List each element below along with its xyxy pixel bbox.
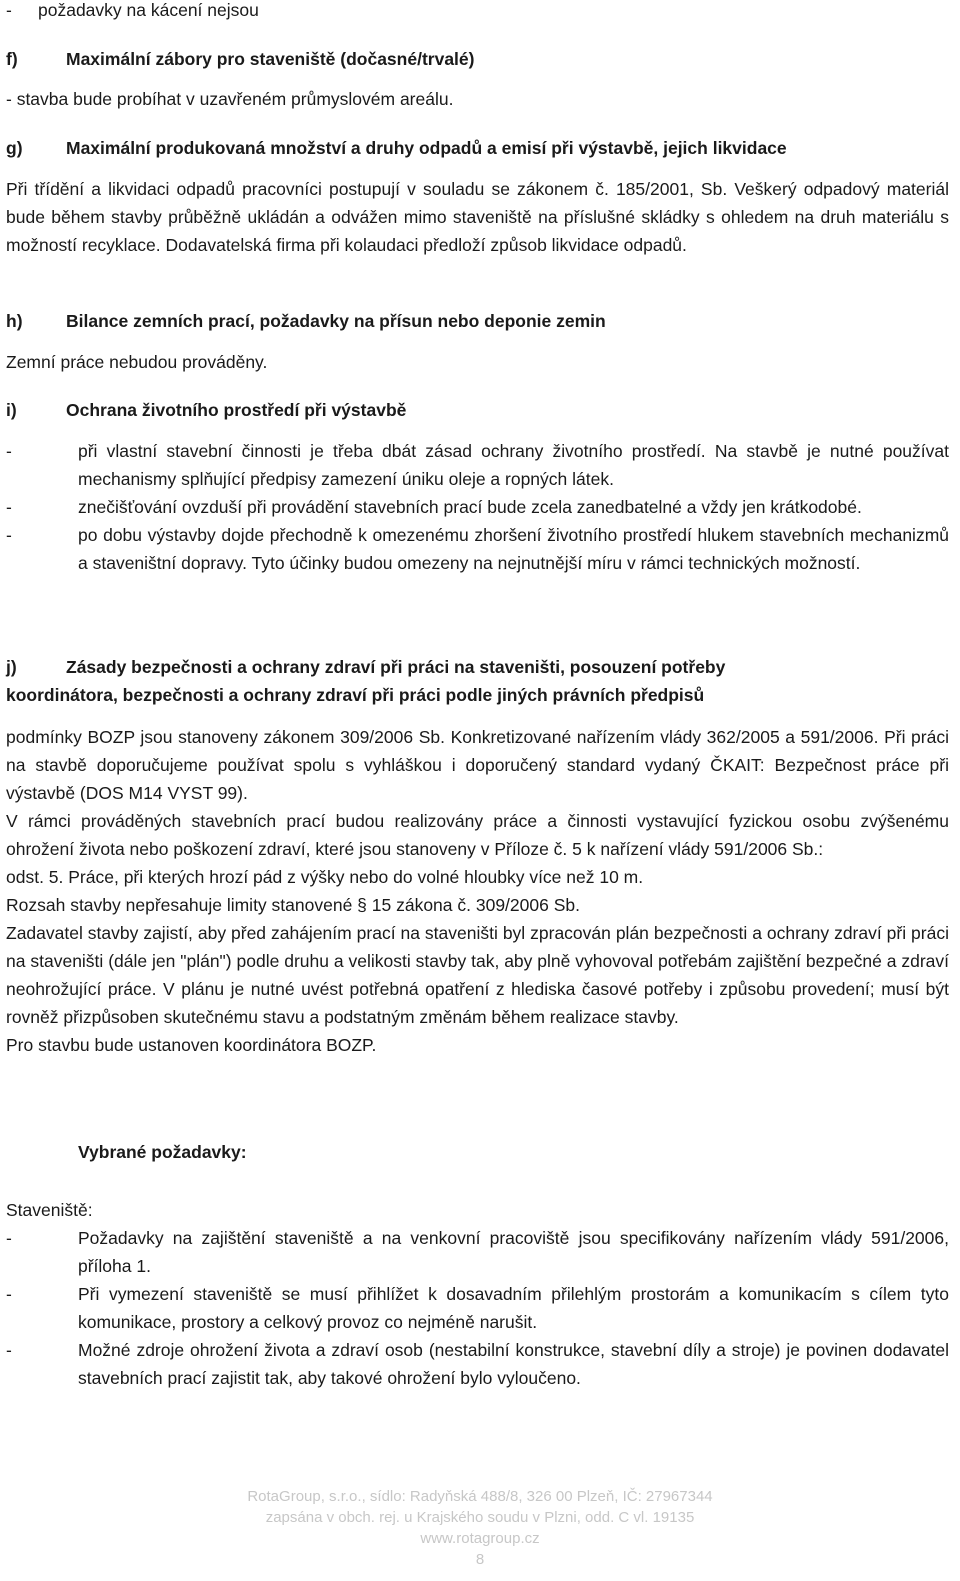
section-j-body <box>6 723 949 1059</box>
section-i-heading: i) Ochrana životního prostředí při výstavbě <box>6 400 407 420</box>
section-f-title: Maximální zábory pro staveniště (dočasné/trvalé) <box>66 49 475 69</box>
section-g-title: Maximální produkovaná množství a druhy odpadů a emisí při výstavbě, jejich likvidace <box>66 138 787 158</box>
list-item: - Požadavky na zajištění staveniště a na venkovní pracoviště jsou specifikovány nařízením vlády 591/2006, příloha 1. <box>6 1228 949 1276</box>
paragraph: odst. 5. Práce, při kterých hrozí pád z výšky nebo do volné hloubky více než 10 m. <box>6 867 644 887</box>
section-f-text: - stavba bude probíhat v uzavřeném průmyslovém areálu. <box>6 89 454 109</box>
paragraph: Rozsah stavby nepřesahuje limity stanovené § 15 zákona č. 309/2006 Sb. <box>6 895 580 915</box>
paragraph: V rámci prováděných stavebních prací budou realizovány práce a činnosti vystavující fyzickou osobu zvýšenému ohrožení života nebo poškození zdraví, které jsou stanoveny v Příloze č. 5 k nařízení vlády 591/2006 Sb.: <box>6 811 949 859</box>
list-item: - Při vymezení staveniště se musí přihlížet k dosavadním přilehlým prostorám a komunikacím s cílem tyto komunikace, prostory a celkový provoz co nejméně narušit. <box>6 1284 949 1332</box>
page-number: 8 <box>475 1551 485 1568</box>
footer-website: www.rotagroup.cz <box>420 1530 540 1547</box>
paragraph: podmínky BOZP jsou stanoveny zákonem 309/2006 Sb. Konkretizované nařízením vlády 362/2005 a 591/2006. Při práci na stavbě doporučujeme používat spolu s vyhláškou i doporučený standard vydaný ČKAIT: Bezpečnost práce při výstavbě (DOS M14 VYST 99). <box>6 727 949 803</box>
site-label: Staveniště: <box>6 1200 93 1220</box>
section-h-title: Bilance zemních prací, požadavky na přísun nebo deponie zemin <box>66 311 606 331</box>
top-list <box>6 0 949 24</box>
page-footer <box>0 1486 960 1570</box>
paragraph: Zadavatel stavby zajistí, aby před zahájením prací na staveništi byl zpracován plán bezpečnosti a ochrany zdraví při práci na staveništi (dále jen "plán") podle druhu a velikosti stavby tak, aby plně vyhovoval potřebám zajištění bezpečné a zdraví neohrožující práce. V plánu je nutné uvést potřebná opatření z hlediska časové potřeby i způsobu provedení; musí být rovněž přizpůsoben skutečnému stavu a podstatným změnám během realizace stavby. <box>6 923 949 1027</box>
section-h-text: Zemní práce nebudou prováděny. <box>6 352 268 372</box>
footer-registration: zapsána v obch. rej. u Krajského soudu v Plzni, odd. C vl. 19135 <box>265 1509 695 1526</box>
list-item: - po dobu výstavby dojde přechodně k omezenému zhoršení životního prostředí hlukem stavebních mechanizmů a staveništní dopravy. Tyto účinky budou omezeny na nejnutnější míru v rámci technických možností. <box>6 525 949 573</box>
list-item: - při vlastní stavební činnosti je třeba dbát zásad ochrany životního prostředí. Na stavbě je nutné používat mechanismy splňující předpisy zamezení úniku oleje a ropných látek. <box>6 441 949 489</box>
section-g-text: Při třídění a likvidaci odpadů pracovníci postupují v souladu se zákonem č. 185/2001, Sb. Veškerý odpadový materiál bude během stavby průběžně ukládán a odvážen mimo staveniště na příslušné skládky s ohledem na druh materiálu s možností recyklace. Dodavatelská firma při kolaudaci předloží způsob likvidace odpadů. <box>6 179 949 255</box>
section-i-list <box>6 437 949 577</box>
section-h-heading: h) Bilance zemních prací, požadavky na přísun nebo deponie zemin <box>6 311 606 331</box>
list-item: - znečišťování ovzduší při provádění stavebních prací bude zcela zanedbatelné a vždy jen krátkodobé. <box>6 497 862 517</box>
paragraph: Pro stavbu bude ustanoven koordinátora BOZP. <box>6 1035 377 1055</box>
footer-company: RotaGroup, s.r.o., sídlo: Radyňská 488/8, 326 00 Plzeň, IČ: 27967344 <box>247 1488 713 1505</box>
selected-requirements-heading: Vybrané požadavky: <box>78 1142 247 1162</box>
list-item: - požadavky na kácení nejsou <box>6 0 259 20</box>
section-i-title: Ochrana životního prostředí při výstavbě <box>66 400 407 420</box>
section-g-heading: g) Maximální produkovaná množství a druhy odpadů a emisí při výstavbě, jejich likvidace <box>6 138 787 158</box>
section-j-heading: j) Zásady bezpečnosti a ochrany zdraví při práci na staveništi, posouzení potřeby koordinátora, bezpečnosti a ochrany zdraví při práci podle jiných právních předpisů <box>6 653 949 709</box>
section-j-title-line1: Zásady bezpečnosti a ochrany zdraví při práci na staveništi, posouzení potřeby <box>66 657 726 677</box>
section-f-heading: f) Maximální zábory pro staveniště (dočasné/trvalé) <box>6 49 475 69</box>
site-list <box>6 1224 949 1392</box>
section-j-title-line2: koordinátora, bezpečnosti a ochrany zdraví při práci podle jiných právních předpisů <box>6 685 705 705</box>
list-item: - Možné zdroje ohrožení života a zdraví osob (nestabilní konstrukce, stavební díly a stroje) je povinen dodavatel stavebních prací zajistit tak, aby takové ohrožení bylo vyloučeno. <box>6 1340 949 1388</box>
